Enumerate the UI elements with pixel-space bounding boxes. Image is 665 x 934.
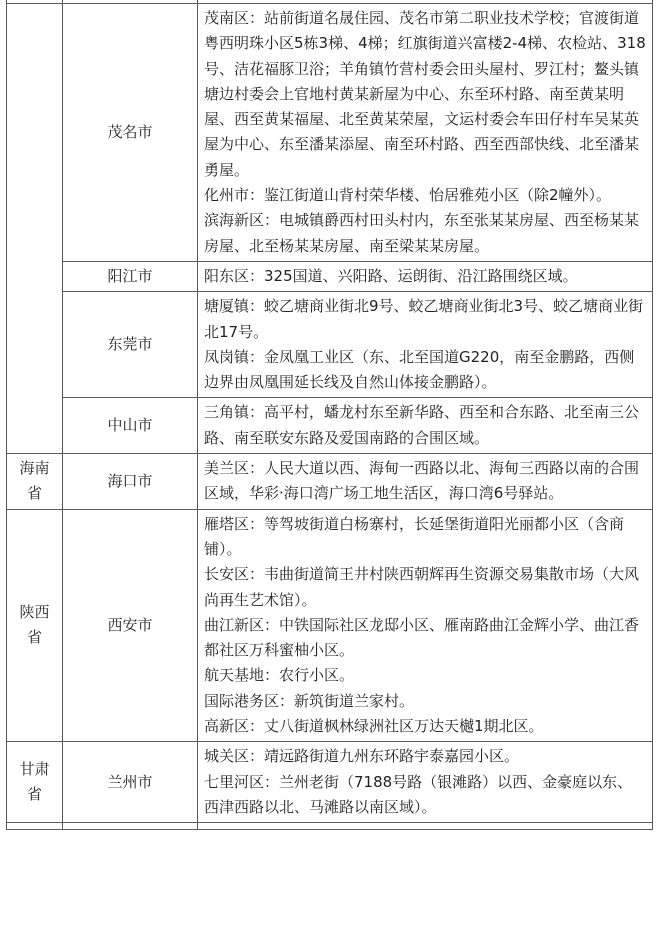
- table-row-maoming: [7, 4, 653, 262]
- area-entry: 雁塔区：等驾坡街道白杨寨村，长延堡街道阳光丽都小区（含商铺）。: [204, 514, 625, 558]
- province-cell-hainan: 海南省: [7, 454, 63, 510]
- area-entry: 航天基地：农行小区。: [204, 666, 355, 685]
- table-row-partial-bottom: [7, 823, 653, 830]
- table-row-dongguan: [7, 292, 653, 398]
- area-entry: 三角镇：高平村，蟠龙村东至新华路、西至和合东路、北至南三公路、南至联安东路及爱国南路的合围区域。: [204, 403, 640, 447]
- area-entry: 城关区：靖远路街道九州东环路宇泰嘉园小区。: [204, 747, 520, 766]
- area-cell-xian: [198, 509, 653, 742]
- table-row-yangjiang: [7, 261, 653, 291]
- area-entry: 高新区：丈八街道枫林绿洲社区万达天樾1期北区。: [204, 717, 544, 736]
- city-cell-lanzhou: 兰州市: [63, 742, 198, 823]
- area-cell-zhongshan: [198, 398, 653, 454]
- city-cell-haikou: 海口市: [63, 454, 198, 510]
- province-cell-guangdong: [7, 4, 63, 454]
- city-cell: [63, 823, 198, 830]
- city-cell-xian: 西安市: [63, 509, 198, 742]
- province-cell-shaanxi: 陕西省: [7, 509, 63, 742]
- area-cell-lanzhou: [198, 742, 653, 823]
- area-entry: 七里河区：兰州老街（7188号路（银滩路）以西、金豪庭以东、西津西路以北、马滩路以南区域）。: [204, 772, 633, 816]
- area-entry: 化州市：鉴江街道山背村荣华楼、怡居雅苑小区（除2幢外）。: [204, 186, 612, 205]
- area-entry: 茂南区：站前街道名晟住园、茂名市第二职业技术学校；官渡街道粤西明珠小区5栋3梯、4梯；红旗街道兴富楼2-4梯、农检站、318号、洁花福豚卫浴；羊角镇竹营村委会田头屋村、罗江村；鳌头镇塘边村委会上官地村黄某新屋为中心、东至环村路、南至黄某明屋、西至黄某福屋、北至黄某荣屋，文运村委会车田仔村车吴某英屋为中心、东至潘某添屋、南至环村路、西至西部快线、北至潘某勇屋。: [204, 9, 646, 179]
- risk-area-table: [6, 0, 653, 830]
- area-cell-haikou: [198, 454, 653, 510]
- area-entry: 凤岗镇：金凤凰工业区（东、北至国道G220，南至金鹏路，西侧边界由凤凰围延长线及自然山体接金鹏路）。: [204, 347, 635, 392]
- table-row-xian: [7, 509, 653, 742]
- table-row-lanzhou: [7, 742, 653, 823]
- city-cell-maoming: 茂名市: [63, 4, 198, 262]
- area-entry: 塘厦镇：蛟乙塘商业街北9号、蛟乙塘商业街北3号、蛟乙塘商业街北17号。: [204, 297, 644, 341]
- province-cell-gansu: 甘肃省: [7, 742, 63, 823]
- area-entry: 美兰区：人民大道以西、海甸一西路以北、海甸三西路以南的合围区域，华彩·海口湾广场工地生活区，海口湾6号驿站。: [204, 459, 640, 503]
- area-entry: 阳东区：325国道、兴阳路、运朗街、沿江路围绕区域。: [204, 266, 578, 285]
- province-cell: [7, 823, 63, 830]
- table-row-zhongshan: [7, 398, 653, 454]
- area-entry: 国际港务区：新筑街道兰家村。: [204, 691, 415, 710]
- city-cell-yangjiang: 阳江市: [63, 261, 198, 291]
- area-cell-yangjiang: [198, 261, 653, 291]
- area-cell-maoming: [198, 4, 653, 262]
- city-cell-zhongshan: 中山市: [63, 398, 198, 454]
- area-cell: [198, 823, 653, 830]
- area-cell-dongguan: [198, 292, 653, 398]
- area-entry: 曲江新区：中铁国际社区龙邸小区、雁南路曲江金辉小学、曲江香都社区万科蜜柚小区。: [204, 615, 640, 660]
- table-row-haikou: [7, 454, 653, 510]
- area-entry: 长安区：韦曲街道简王井村陕西朝辉再生资源交易集散市场（大风尚再生艺术馆）。: [204, 565, 640, 609]
- area-entry: 滨海新区：电城镇爵西村田头村内，东至张某某房屋、西至杨某某房屋、北至杨某某房屋、南至梁某某房屋。: [204, 211, 640, 255]
- city-cell-dongguan: 东莞市: [63, 292, 198, 398]
